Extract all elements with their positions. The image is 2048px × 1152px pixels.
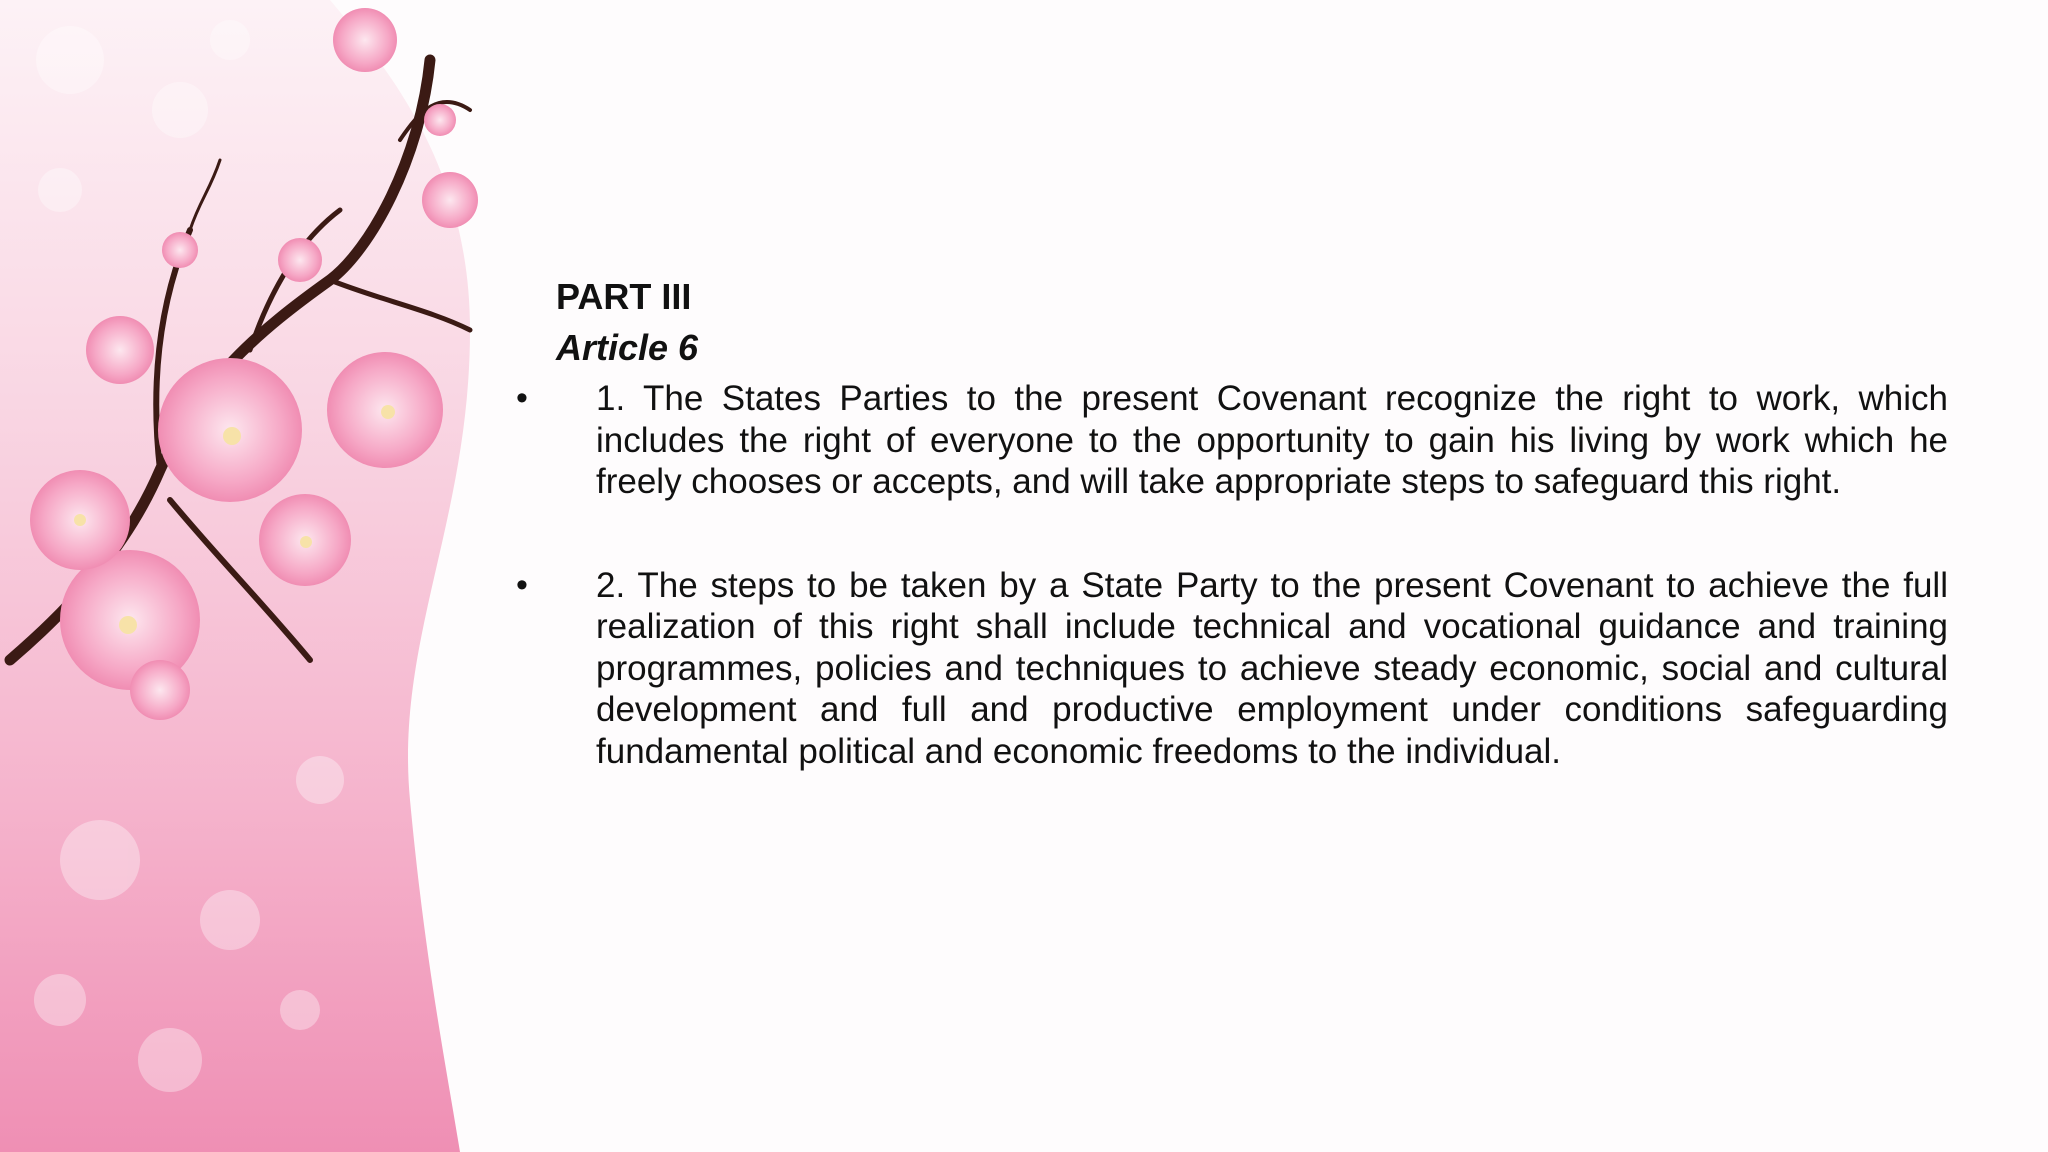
part-heading: PART III: [556, 276, 692, 317]
bullet-item-1: [516, 378, 1948, 503]
bullet-icon: •: [516, 565, 528, 604]
cherry-blossom-decoration: [0, 0, 520, 1152]
bullet-text: 1. The States Parties to the present Covenant recognize the right to work, which includes the right of everyone to the opportunity to gain his living by work which he freely chooses or accepts, and will take appropriate steps to safeguard this right.: [596, 379, 1948, 501]
slide-content: [516, 272, 1948, 772]
bullet-item-2: [516, 565, 1948, 773]
bullet-text: 2. The steps to be taken by a State Party to the present Covenant to achieve the full realization of this right shall include technical and vocational guidance and training programmes, policies and techniques to achieve steady economic, social and cultural development and full and productive employment under conditions safeguarding fundamental political and economic freedoms to the individual.: [596, 565, 1948, 771]
article-heading: Article 6: [556, 327, 699, 368]
bullet-icon: •: [516, 379, 528, 417]
